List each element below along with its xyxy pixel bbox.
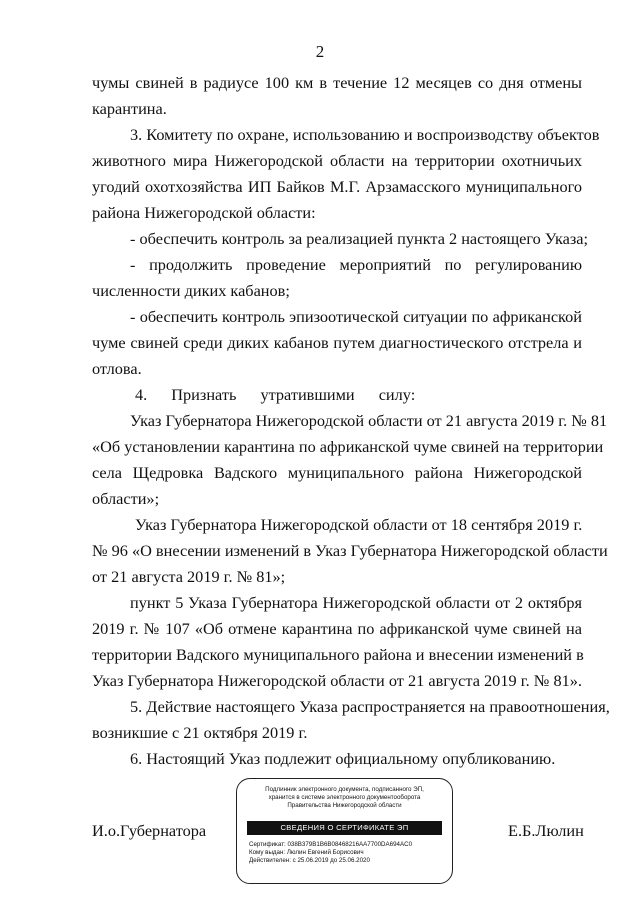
text-line: животного мира Нижегородской области на территории охотничьих — [92, 151, 582, 170]
text-line: отлова. — [92, 359, 142, 378]
text-line: пункт 5 Указа Губернатора Нижегородской области от 2 октября — [130, 593, 582, 612]
text-line: 6. Настоящий Указ подлежит официальному опубликованию. — [130, 749, 556, 768]
text-line: «Об установлении карантина по африканской чуме свиней на территории — [92, 437, 604, 456]
text-line: от 21 августа 2019 г. № 81»; — [92, 567, 286, 586]
stamp-issued-to: Кому выдан: Люлин Евгений Борисович — [249, 848, 364, 856]
stamp-header: СВЕДЕНИЯ О СЕРТИФИКАТЕ ЭП — [247, 821, 442, 835]
stamp-notice-line: Подлинник электронного документа, подписанного ЭП, — [265, 786, 424, 793]
stamp-certificate-details — [249, 841, 412, 864]
text-line: Указ Губернатора Нижегородской области от 21 августа 2019 г. № 81 — [130, 411, 608, 430]
text-line: - обеспечить контроль за реализацией пункта 2 настоящего Указа; — [130, 229, 589, 248]
text-line: Указ Губернатора Нижегородской области от 21 августа 2019 г. № 81». — [92, 671, 582, 690]
signature-name: Е.Б.Люлин — [508, 821, 584, 840]
text-line: возникшие с 21 октября 2019 г. — [92, 723, 308, 742]
text-line: 4. Признать утратившими силу: — [135, 385, 416, 404]
text-line: области»; — [92, 489, 160, 508]
text-line: территории Вадского муниципального района и внесении изменений в — [92, 645, 584, 664]
page-number: 2 — [315, 42, 325, 61]
stamp-notice-line: хранится в системе электронного документооборота — [268, 793, 421, 801]
text-line: Указ Губернатора Нижегородской области от 18 сентября 2019 г. — [135, 515, 583, 534]
text-line: села Щедровка Вадского муниципального района Нижегородской — [92, 463, 582, 482]
text-line: № 96 «О внесении изменений в Указ Губернатора Нижегородской области — [92, 541, 608, 560]
signature-position: И.о.Губернатора — [92, 821, 207, 840]
text-line: угодий охотхозяйства ИП Байков М.Г. Арзамасского муниципального — [92, 177, 582, 196]
text-line: карантина. — [92, 99, 167, 118]
text-line: - продолжить проведение мероприятий по регулированию — [130, 255, 582, 274]
text-line: чуме свиней среди диких кабанов путем диагностического отстрела и — [92, 333, 582, 352]
e-signature-stamp — [236, 778, 453, 884]
text-line: численности диких кабанов; — [92, 281, 290, 300]
stamp-notice — [237, 786, 452, 809]
stamp-validity: Действителен: с 25.06.2019 до 25.06.2020 — [249, 856, 370, 864]
stamp-notice-line: Правительства Нижегородской области — [287, 801, 402, 809]
text-line: района Нижегородской области: — [92, 203, 316, 222]
stamp-certificate: Сертификат: 038B379B1B6B08468216AA7700DA694AC0 — [249, 841, 413, 848]
text-line: - обеспечить контроль эпизоотической ситуации по африканской — [130, 307, 582, 326]
text-line: 3. Комитету по охране, использованию и воспроизводству объектов — [130, 125, 600, 144]
text-line: 5. Действие настоящего Указа распространяется на правоотношения, — [130, 697, 610, 716]
text-line: чумы свиней в радиусе 100 км в течение 12 месяцев со дня отмены — [92, 73, 582, 92]
text-line: 2019 г. № 107 «Об отмене карантина по африканской чуме свиней на — [92, 619, 582, 638]
